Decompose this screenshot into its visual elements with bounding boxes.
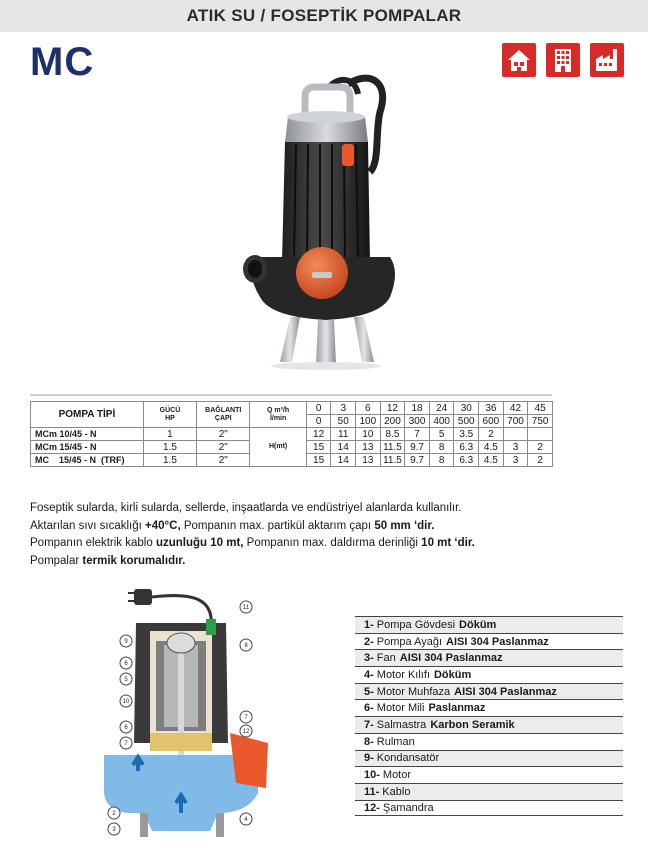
model-title: MC bbox=[30, 40, 95, 84]
h-cell: 11 bbox=[331, 428, 356, 441]
q-lmin-cell: 750 bbox=[528, 415, 553, 428]
q-m3h-cell: 18 bbox=[405, 402, 430, 415]
q-m3h-cell: 45 bbox=[528, 402, 553, 415]
part-material: Karbon Seramik bbox=[430, 718, 515, 731]
list-item bbox=[355, 666, 623, 683]
h-cell: 13 bbox=[356, 441, 381, 454]
part-number: 6- bbox=[364, 702, 374, 715]
q-lmin-cell: 600 bbox=[479, 415, 504, 428]
q-lmin-cell: 400 bbox=[429, 415, 454, 428]
h-cell: 11.5 bbox=[380, 454, 405, 467]
h-cell: 6.3 bbox=[454, 454, 479, 467]
list-item bbox=[355, 733, 623, 750]
desc-bold: +40°C, bbox=[145, 519, 181, 532]
list-item bbox=[355, 783, 623, 800]
col-baglanti bbox=[197, 402, 250, 428]
part-name: Pompa Ayağı bbox=[376, 635, 443, 648]
float-switch-icon bbox=[230, 733, 268, 788]
part-name: Kondansatör bbox=[376, 752, 440, 765]
part-number: 7- bbox=[364, 718, 374, 731]
part-name: Şamandra bbox=[382, 801, 434, 814]
row-conn: 2" bbox=[197, 428, 250, 441]
desc-line-1: Foseptik sularda, kirli sularda, sellerde, inşaatlarda ve endüstriyel alanlarda kullanılır. bbox=[30, 502, 462, 514]
q-lmin-cell: 200 bbox=[380, 415, 405, 428]
q-m3h-cell: 3 bbox=[331, 402, 356, 415]
q-m3h-cell: 12 bbox=[380, 402, 405, 415]
desc-line-3 bbox=[30, 535, 630, 553]
q-lmin-cell: 300 bbox=[405, 415, 430, 428]
h-cell: 12 bbox=[306, 428, 331, 441]
row-model: MCm 10/45 - N bbox=[31, 428, 144, 441]
list-item bbox=[355, 649, 623, 666]
part-name: Kablo bbox=[382, 785, 411, 798]
part-name: Rulman bbox=[376, 735, 415, 748]
q-unit-lmin: l/min bbox=[269, 414, 287, 422]
list-item bbox=[355, 616, 623, 633]
h-cell: 8 bbox=[429, 441, 454, 454]
col-gucu bbox=[143, 402, 196, 428]
part-number: 10- bbox=[364, 769, 380, 782]
part-number: 12- bbox=[364, 801, 380, 814]
q-lmin-cell: 0 bbox=[306, 415, 331, 428]
h-cell: 3 bbox=[503, 441, 528, 454]
desc-bold: 50 mm ‘dir. bbox=[374, 519, 435, 532]
h-cell: 3.5 bbox=[454, 428, 479, 441]
performance-table bbox=[30, 401, 553, 467]
row-model: MCm 15/45 - N bbox=[31, 441, 144, 454]
part-number: 5- bbox=[364, 685, 374, 698]
callout-5: 6 bbox=[124, 725, 128, 731]
q-lmin-cell: 50 bbox=[331, 415, 356, 428]
q-unit-m3h: m³/h bbox=[274, 406, 290, 414]
h-cell: 2 bbox=[528, 441, 553, 454]
callout-8: 8 bbox=[244, 643, 248, 649]
h-cell: 2 bbox=[528, 454, 553, 467]
desc-line-4 bbox=[30, 553, 630, 571]
h-cell: 14 bbox=[331, 441, 356, 454]
desc-bold: termik korumalıdır. bbox=[82, 554, 186, 567]
section-divider bbox=[30, 394, 552, 396]
part-number: 8- bbox=[364, 735, 374, 748]
h-cell: 9.7 bbox=[405, 454, 430, 467]
row-model: MC 15/45 - N (TRF) bbox=[31, 454, 144, 467]
callout-9: 9 bbox=[124, 639, 128, 645]
desc-text: Pompanın max. partikül aktarım çapı bbox=[180, 519, 375, 532]
callout-4: 5 bbox=[124, 677, 128, 683]
part-number: 2- bbox=[364, 635, 374, 648]
list-item bbox=[355, 750, 623, 767]
col-baglanti-line1: BAĞLANTI bbox=[205, 406, 242, 414]
h-cell: 4.5 bbox=[479, 441, 504, 454]
h-cell: 8.5 bbox=[380, 428, 405, 441]
page-header-title: ATIK SU / FOSEPTİK POMPALAR bbox=[186, 6, 462, 25]
h-cell: 4.5 bbox=[479, 454, 504, 467]
part-material: Döküm bbox=[433, 668, 472, 681]
h-cell: 13 bbox=[356, 454, 381, 467]
list-item bbox=[355, 633, 623, 650]
part-name: Motor Muhfaza bbox=[376, 685, 451, 698]
row-conn: 2" bbox=[197, 454, 250, 467]
callout-6: 6 bbox=[124, 661, 128, 667]
col-gucu-line1: GÜCÜ bbox=[159, 406, 181, 414]
description bbox=[30, 500, 630, 570]
h-label: H(mt) bbox=[250, 428, 306, 467]
q-label: Q bbox=[267, 406, 273, 414]
q-m3h-cell: 30 bbox=[454, 402, 479, 415]
list-item bbox=[355, 699, 623, 716]
callout-3: 4 bbox=[244, 817, 248, 823]
col-pompa-tipi: POMPA TİPİ bbox=[31, 402, 144, 428]
part-material: AISI 304 Paslanmaz bbox=[446, 635, 549, 648]
part-name: Motor Mili bbox=[376, 702, 425, 715]
callout-1: 2 bbox=[112, 811, 116, 817]
list-item bbox=[355, 716, 623, 733]
desc-bold: uzunluğu 10 mt, bbox=[155, 537, 244, 549]
callout-11: 11 bbox=[242, 605, 250, 611]
h-cell: 15 bbox=[306, 454, 331, 467]
application-icons bbox=[502, 43, 624, 77]
q-lmin-cell: 100 bbox=[356, 415, 381, 428]
col-baglanti-line2: ÇAPI bbox=[214, 414, 232, 422]
callout-7: 7 bbox=[124, 741, 128, 747]
h-cell: 6.3 bbox=[454, 441, 479, 454]
callout-2: 3 bbox=[112, 827, 116, 833]
q-m3h-cell: 24 bbox=[429, 402, 454, 415]
pump-cutaway-diagram bbox=[98, 583, 278, 841]
q-lmin-cell: 500 bbox=[454, 415, 479, 428]
h-cell: 3 bbox=[503, 454, 528, 467]
table-row bbox=[31, 428, 553, 441]
part-number: 3- bbox=[364, 652, 374, 665]
list-item bbox=[355, 683, 623, 700]
h-cell: 8 bbox=[429, 454, 454, 467]
house-icon bbox=[502, 43, 536, 77]
col-q bbox=[250, 402, 306, 428]
h-cell: 2 bbox=[479, 428, 504, 441]
h-cell: 9.7 bbox=[405, 441, 430, 454]
h-cell: 7 bbox=[405, 428, 430, 441]
part-material: Döküm bbox=[459, 618, 497, 631]
row-hp: 1.5 bbox=[143, 441, 196, 454]
desc-text: Pompanın max. daldırma derinliği bbox=[243, 537, 422, 549]
part-number: 4- bbox=[364, 668, 374, 681]
desc-text: Pompanın elektrik kablo bbox=[30, 537, 156, 549]
callout-12: 12 bbox=[242, 729, 250, 735]
part-number: 9- bbox=[364, 752, 374, 765]
part-number: 11- bbox=[364, 785, 380, 798]
list-item bbox=[355, 800, 623, 817]
h-cell: 10 bbox=[356, 428, 381, 441]
desc-line-2 bbox=[30, 518, 630, 536]
desc-text: Aktarılan sıvı sıcaklığı bbox=[30, 519, 146, 532]
q-m3h-cell: 6 bbox=[356, 402, 381, 415]
desc-bold: 10 mt ‘dir. bbox=[421, 537, 475, 549]
building-icon bbox=[546, 43, 580, 77]
h-cell: 11.5 bbox=[380, 441, 405, 454]
h-cell: 14 bbox=[331, 454, 356, 467]
part-name: Salmastra bbox=[376, 718, 427, 731]
h-cell: 5 bbox=[429, 428, 454, 441]
h-cell: 15 bbox=[306, 441, 331, 454]
callout-6b: 7 bbox=[244, 715, 248, 721]
part-material: AISI 304 Paslanmaz bbox=[454, 685, 557, 698]
q-lmin-cell: 700 bbox=[503, 415, 528, 428]
page-header bbox=[0, 0, 648, 32]
factory-icon bbox=[590, 43, 624, 77]
row-hp: 1.5 bbox=[143, 454, 196, 467]
row-hp: 1 bbox=[143, 428, 196, 441]
h-cell bbox=[528, 428, 553, 441]
desc-text: Pompalar bbox=[30, 554, 83, 567]
table-header-row bbox=[31, 402, 553, 415]
part-material: AISI 304 Paslanmaz bbox=[399, 652, 503, 665]
part-name: Pompa Gövdesi bbox=[376, 618, 456, 631]
part-material: Paslanmaz bbox=[428, 702, 486, 715]
q-m3h-cell: 42 bbox=[503, 402, 528, 415]
list-item bbox=[355, 766, 623, 783]
part-name: Motor Kılıfı bbox=[376, 668, 430, 681]
parts-list bbox=[355, 616, 623, 816]
q-m3h-cell: 36 bbox=[479, 402, 504, 415]
plug-icon bbox=[128, 589, 152, 605]
q-m3h-cell: 0 bbox=[306, 402, 331, 415]
col-gucu-line2: HP bbox=[165, 414, 175, 422]
part-name: Fan bbox=[376, 652, 396, 665]
pump-product-image bbox=[230, 72, 420, 370]
part-number: 1- bbox=[364, 618, 374, 631]
callout-10: 10 bbox=[122, 699, 130, 705]
h-cell bbox=[503, 428, 528, 441]
part-name: Motor bbox=[382, 769, 412, 782]
row-conn: 2" bbox=[197, 441, 250, 454]
